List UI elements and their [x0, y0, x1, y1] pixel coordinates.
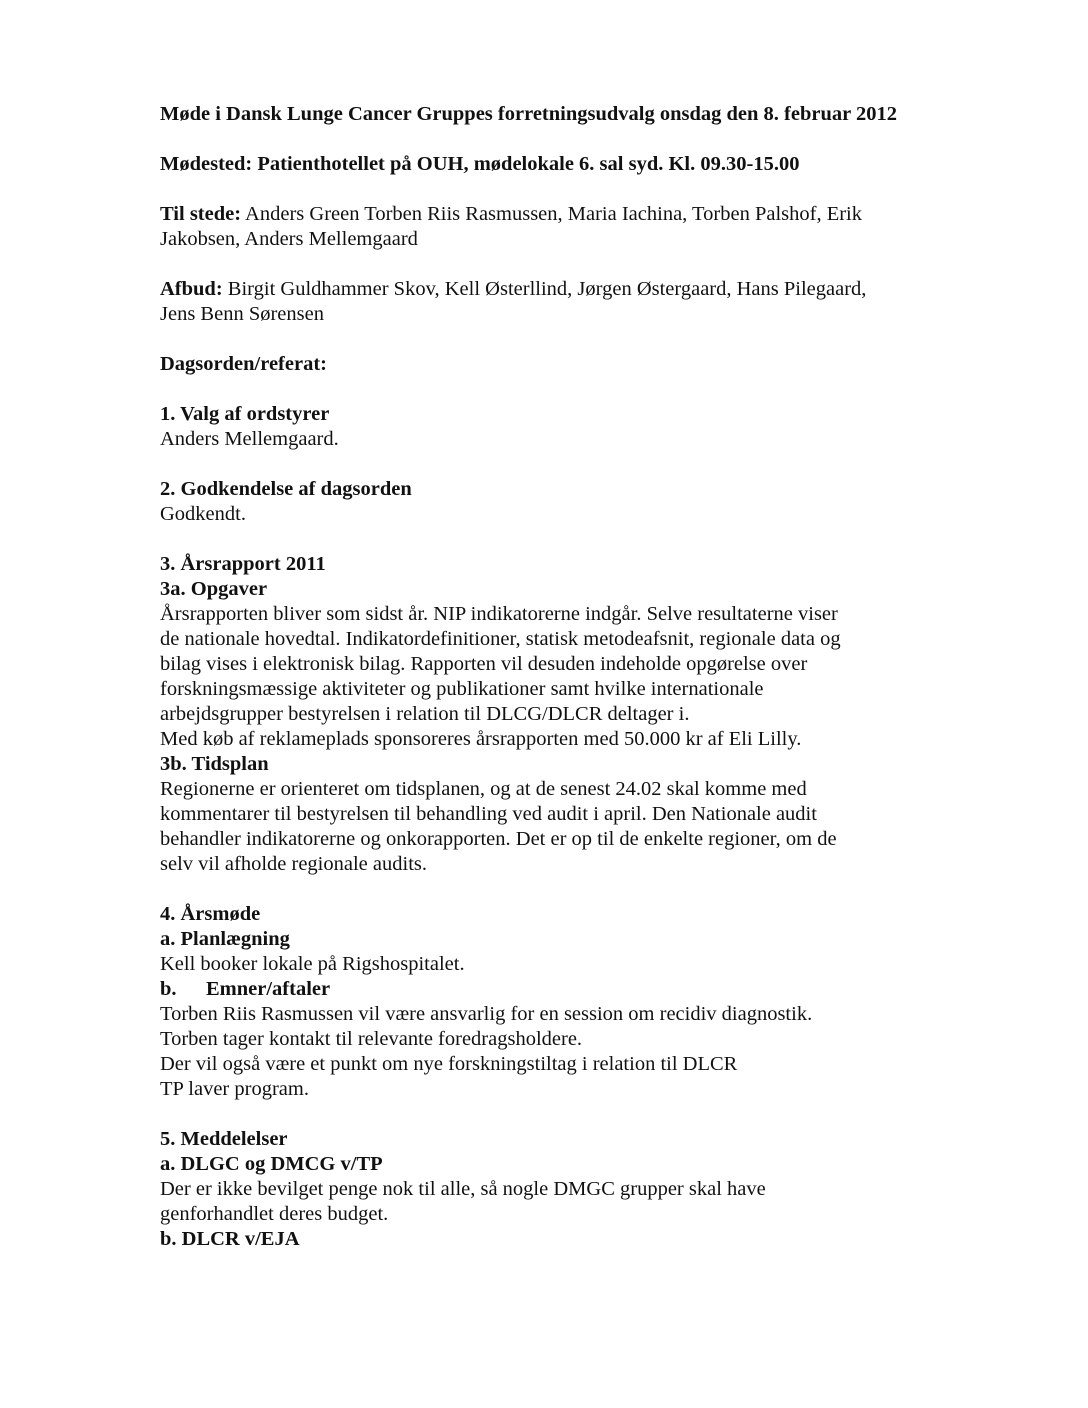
item-3a-line: bilag vises i elektronisk bilag. Rapporten vil desuden indeholde opgørelse over — [160, 653, 808, 675]
item-2-heading: 2. Godkendelse af dagsorden — [160, 478, 412, 500]
absent-names-1: Birgit Guldhammer Skov, Kell Østerllind, Jørgen Østergaard, Hans Pilegaard, — [222, 278, 867, 300]
item-4-heading: 4. Årsmøde — [160, 903, 261, 925]
item-4a-text: Kell booker lokale på Rigshospitalet. — [160, 953, 465, 975]
attendees-line-1 — [160, 202, 960, 227]
document-page — [160, 102, 960, 1252]
item-5-heading: 5. Meddelelser — [160, 1128, 288, 1150]
item-3b-line: kommentarer til bestyrelsen til behandling ved audit i april. Den Nationale audit — [160, 803, 817, 825]
item-4b-line: Torben tager kontakt til relevante foredragsholdere. — [160, 1028, 583, 1050]
item-5b-heading: b. DLCR v/EJA — [160, 1228, 300, 1250]
item-3-heading: 3. Årsrapport 2011 — [160, 553, 326, 575]
item-2-text: Godkendt. — [160, 503, 246, 525]
item-4b-line: Der vil også være et punkt om nye forskningstiltag i relation til DLCR — [160, 1053, 738, 1075]
item-3b-line: behandler indikatorerne og onkorapporten. Det er op til de enkelte regioner, om de — [160, 828, 837, 850]
absent-line-2: Jens Benn Sørensen — [160, 303, 324, 325]
attendees-line-2: Jakobsen, Anders Mellemgaard — [160, 228, 418, 250]
item-1-heading: 1. Valg af ordstyrer — [160, 403, 330, 425]
item-3b-line: Regionerne er orienteret om tidsplanen, og at de senest 24.02 skal komme med — [160, 778, 807, 800]
item-4b-label: Emner/aftaler — [206, 978, 331, 1000]
item-3a-line: arbejdsgrupper bestyrelsen i relation til DLCG/DLCR deltager i. — [160, 703, 690, 725]
item-5a-heading: a. DLGC og DMCG v/TP — [160, 1153, 383, 1175]
attendees-label: Til stede: — [160, 203, 242, 225]
absent-label: Afbud: — [160, 278, 223, 300]
item-4b-line: Torben Riis Rasmussen vil være ansvarlig for en session om recidiv diagnostik. — [160, 1003, 813, 1025]
item-4b-line: TP laver program. — [160, 1078, 309, 1100]
absent-line-1 — [160, 277, 960, 302]
document-title: Møde i Dansk Lunge Cancer Gruppes forretningsudvalg onsdag den 8. februar 2012 — [160, 103, 897, 125]
agenda-heading: Dagsorden/referat: — [160, 353, 327, 375]
item-1-text: Anders Mellemgaard. — [160, 428, 339, 450]
item-3a-line: de nationale hovedtal. Indikatordefinitioner, statisk metodeafsnit, regionale data og — [160, 628, 841, 650]
item-3a-line: Årsrapporten bliver som sidst år. NIP indikatorerne indgår. Selve resultaterne viser — [160, 603, 838, 625]
item-3a-line: forskningsmæssige aktiviteter og publikationer samt hvilke internationale — [160, 678, 764, 700]
item-4b-heading — [160, 977, 960, 1002]
attendees-names-1: Anders Green Torben Riis Rasmussen, Maria Iachina, Torben Palshof, Erik — [241, 203, 862, 225]
item-3a-heading: 3a. Opgaver — [160, 578, 268, 600]
item-3a-line: Med køb af reklameplads sponsoreres årsrapporten med 50.000 kr af Eli Lilly. — [160, 728, 802, 750]
item-5a-line: Der er ikke bevilget penge nok til alle, så nogle DMGC grupper skal have — [160, 1178, 766, 1200]
item-4a-heading: a. Planlægning — [160, 928, 290, 950]
item-5a-line: genforhandlet deres budget. — [160, 1203, 389, 1225]
item-4b-letter: b. — [160, 978, 177, 1000]
item-3b-heading: 3b. Tidsplan — [160, 753, 269, 775]
item-3b-line: selv vil afholde regionale audits. — [160, 853, 427, 875]
meeting-venue: Mødested: Patienthotellet på OUH, mødelokale 6. sal syd. Kl. 09.30-15.00 — [160, 153, 800, 175]
